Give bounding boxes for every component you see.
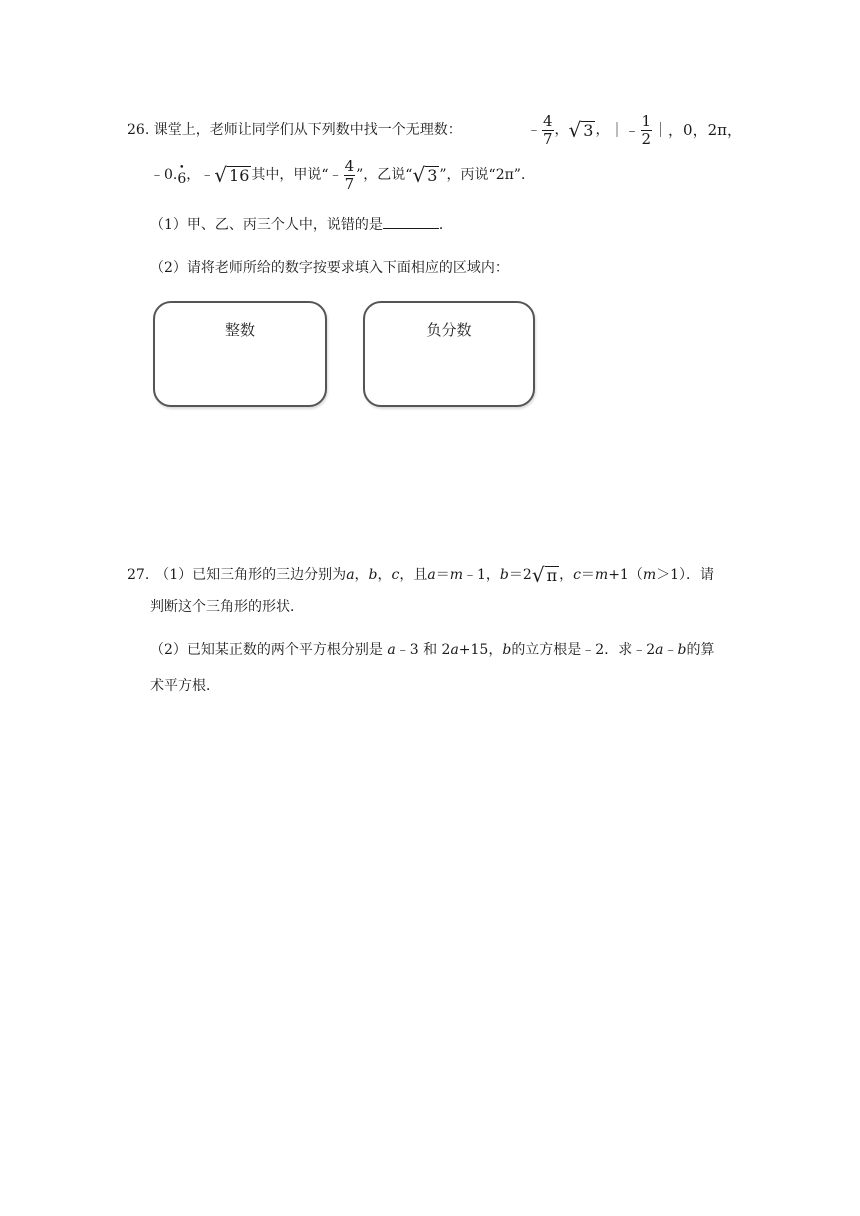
q27-line1: 27. （1）已知三角形的三边分别为 a ， b ， c ，且 a ＝ m ﹣1， b ＝2 √ π ， c ＝ m +1（ m ＞1）．请 [127,563,715,587]
q26-number: 26. [127,122,150,138]
sqrt-3-quote: √ 3 [412,163,438,187]
sqrt-3: √ 3 [568,118,594,142]
q27-part2-line2: 术平方根． [150,678,220,694]
sqrt-pi: √ π [531,563,558,587]
repeating-digit: • 6 [177,169,186,189]
comma: ， [595,122,610,138]
answer-blank[interactable] [383,214,439,229]
radical-icon: √ [568,118,582,142]
negative-fractions-box[interactable] [363,301,535,407]
q27-part2-line1: （2）已知某正数的两个平方根分别是 a﹣3 和 2a+15，b的立方根是﹣2．求﹣2a﹣b的算 [150,642,715,658]
integers-box[interactable] [153,301,327,407]
comma: ， [186,167,201,183]
fraction-4-7: $\frac{4}{7}$ [543,111,553,148]
abs-close: ｜，0，2π， [653,121,742,139]
statement-bing: ”，丙说“2π”． [439,167,535,183]
radical-icon: √ [531,563,545,587]
integers-box-title: 整数 [224,321,255,339]
abs-open: ｜﹣ [609,121,640,139]
radical-icon: √ [214,163,228,187]
q26-line2 [150,155,535,195]
q26-line1 [127,120,462,140]
statement-yi: ”，乙说“ [356,167,413,183]
q26-prompt: 课堂上，老师让同学们从下列数中找一个无理数： [153,122,462,138]
statement-jia: 其中，甲说“﹣ [251,167,343,183]
minus-sign: ﹣ [200,167,215,183]
q26-numbers-line1 [527,110,742,150]
repeating-decimal-prefix: ﹣0. [150,167,178,183]
q27-number: 27. [127,567,150,583]
minus-sign: ﹣ [527,122,541,138]
comma: ， [554,122,569,138]
radical-icon: √ [412,163,426,187]
q26-part1: （1）甲、乙、丙三个人中，说错的是 ． [150,214,453,235]
fraction-4-7-quote: $\frac{4}{7}$ [344,156,355,193]
q27-line2: 判断这个三角形的形状． [150,599,304,615]
q26-part2: （2）请将老师所给的数字按要求填入下面相应的区域内： [150,260,509,276]
sqrt-16: √ 16 [214,163,250,187]
negative-fractions-box-title: 负分数 [426,321,472,339]
fraction-1-2: $\frac{1}{2}$ [641,111,652,148]
